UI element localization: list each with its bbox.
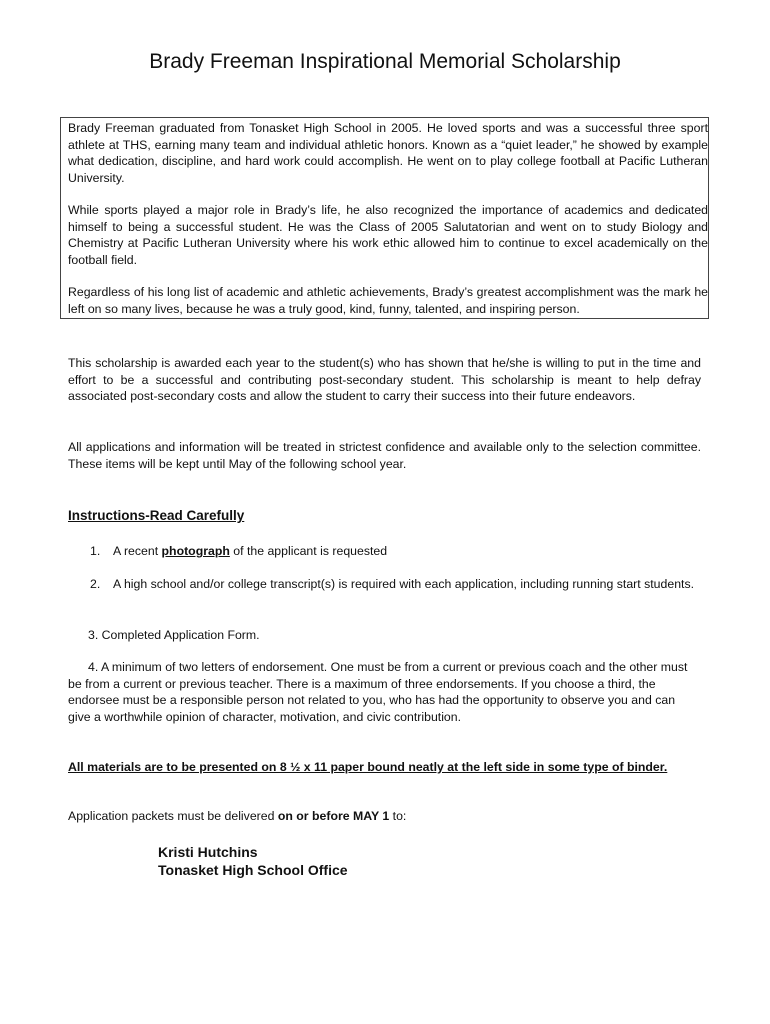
materials-note-wrap [68,759,708,776]
list-item [68,659,698,725]
list-number: 1. [90,544,101,558]
materials-note: All materials are to be presented on 8 ½ x 11 paper bound neatly at the left side in some type of binder. [68,760,668,774]
delivery-text: Application packets must be delivered [68,809,278,823]
delivery-line [68,808,701,825]
list-text: A recent [113,544,162,558]
contact-name: Kristi Hutchins [158,844,258,860]
list-item [88,627,688,644]
instructions-heading: Instructions-Read Carefully [68,508,245,523]
list-number: 2. [90,577,101,591]
list-text: 4. A minimum of two letters of endorsement. One must be from a current or previous coach and the other must be from a current or previous teacher. There is a maximum of three endorsements. If you choose a third, the endorsee must be a responsible person not related to you, who has had the opportunity to observe you and can give a worthwhile opinion of character, motivation, and civic contribution. [68,660,688,724]
list-text: of the applicant is requested [229,544,388,558]
photograph-emphasis: photograph [161,544,230,558]
delivery-text: to: [389,809,407,823]
list-text: A high school and/or college transcript(s) is required with each application, including running start students. [113,577,695,591]
bio-box [60,117,709,319]
page-title: Brady Freeman Inspirational Memorial Scholarship [149,50,621,73]
confidential-paragraph: All applications and information will be treated in strictest confidence and available only to the selection committee. These items will be kept until May of the following school year. [68,440,701,471]
instructions-heading-wrap [68,507,701,525]
contact-office: Tonasket High School Office [158,862,348,878]
confidential-section [68,439,701,472]
list-text: 3. Completed Application Form. [88,628,260,642]
list-item [90,543,705,560]
award-paragraph: This scholarship is awarded each year to the student(s) who has shown that he/she is willing to put in the time and effort to be a successful and contributing post-secondary student. This scholarship is meant to help defray associated post-secondary costs and allow the student to carry their success into their future endeavors. [68,356,701,403]
list-item [90,576,700,593]
bio-paragraph: Regardless of his long list of academic and athletic achievements, Brady’s greatest accomplishment was the mark he left on so many lives, because he was a truly good, kind, funny, talented, and inspiring person. [68,285,708,316]
delivery-deadline: on or before MAY 1 [277,809,390,823]
bio-paragraph: While sports played a major role in Brady’s life, he also recognized the importance of academics and dedicated himself to being a successful student. He was the Class of 2005 Salutatorian and went on to study Biology and Chemistry at Pacific Lutheran University where his work ethic allowed him to continue to excel academically on the football field. [68,203,708,267]
award-section [68,355,701,405]
bio-paragraph: Brady Freeman graduated from Tonasket High School in 2005. He loved sports and was a successful three sport athlete at THS, earning many team and individual athletic honors. Known as a “quiet leader,” he showed by example what dedication, discipline, and hard work could accomplish. He went on to play college football at Pacific Lutheran University. [68,121,708,185]
